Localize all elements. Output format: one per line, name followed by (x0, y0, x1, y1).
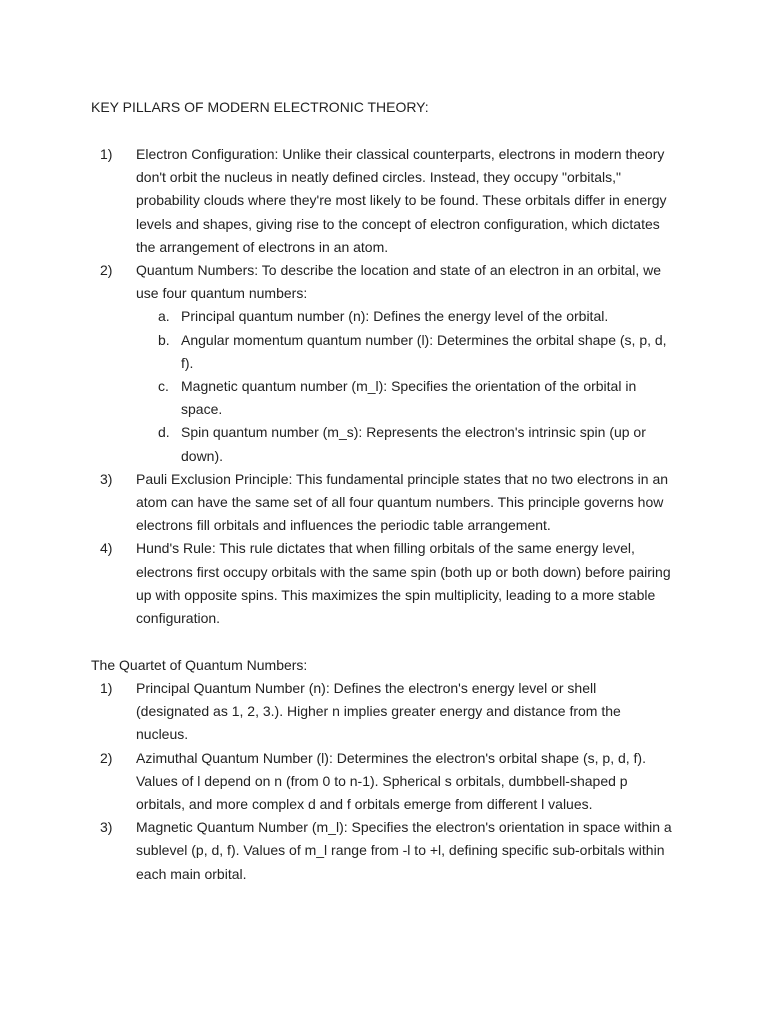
sublist-item-letter: c. (158, 378, 169, 395)
list-item (0, 143, 768, 259)
list-item-text: Hund's Rule: This rule dictates that when filling orbitals of the same energy level, electrons first occupy orbitals with the same spin (both up or both down) before pairing up with opposite spins. This maximizes the spin multiplicity, leading to a more stable configuration. (136, 540, 671, 627)
quantum-numbers-list (0, 677, 768, 886)
sublist-item-text: Magnetic quantum number (m_l): Specifies the orientation of the orbital in space. (181, 378, 637, 418)
list-item (0, 747, 768, 817)
sublist-item-text: Angular momentum quantum number (l): Determines the orbital shape (s, p, d, f). (181, 331, 667, 371)
list-item-text: Pauli Exclusion Principle: This fundamental principle states that no two electrons in an atom can have the same set of all four quantum numbers. This principle governs how electrons fill orbitals and influences the periodic table arrangement. (136, 470, 669, 534)
sublist-item (136, 305, 672, 328)
document-heading: KEY PILLARS OF MODERN ELECTRONIC THEORY: (91, 99, 429, 115)
list-item (0, 468, 768, 538)
list-item-text: Azimuthal Quantum Number (l): Determines the electron's orbital shape (s, p, d, f). Values of l depend on n (from 0 to n-1). Spherical s orbitals, dumbbell-shaped p orbitals, and more complex d and f orbitals emerge from different l values. (136, 749, 646, 813)
section-subheading: The Quartet of Quantum Numbers: (91, 657, 308, 673)
list-item (0, 677, 768, 747)
sublist-item-letter: b. (158, 331, 170, 348)
pillars-list (0, 143, 768, 630)
sublist-item-letter: d. (158, 424, 170, 441)
list-item-number: 2) (100, 262, 113, 279)
list-item (0, 816, 768, 886)
list-item-number: 1) (100, 146, 113, 162)
sublist-item (136, 329, 672, 375)
list-item-text: Principal Quantum Number (n): Defines the electron's energy level or shell (designated as 1, 2, 3.). Higher n implies greater energy and distance from the nucleus. (136, 680, 621, 743)
sublist-item-text: Spin quantum number (m_s): Represents the electron's intrinsic spin (up or down). (181, 424, 646, 464)
list-item-number: 3) (100, 470, 113, 487)
list-item (0, 537, 768, 630)
quantum-numbers-sublist (136, 305, 672, 467)
list-item-text: Quantum Numbers: To describe the location and state of an electron in an orbital, we use four quantum numbers: (136, 262, 662, 302)
list-item-number: 2) (100, 749, 113, 766)
list-item-text: Electron Configuration: Unlike their classical counterparts, electrons in modern theory don't orbit the nucleus in neatly defined circles. Instead, they occupy "orbitals," probability clouds where they're most likely to be found. These orbitals differ in energy levels and shapes, giving rise to the concept of electron configuration, which dictates the arrangement of electrons in an atom. (136, 146, 667, 255)
list-item-number: 4) (100, 540, 113, 557)
sublist-item (136, 421, 672, 467)
list-item (0, 259, 768, 468)
list-item-number: 3) (100, 819, 113, 836)
sublist-item-text: Principal quantum number (n): Defines the energy level of the orbital. (181, 308, 609, 325)
sublist-item (136, 375, 672, 421)
sublist-item-letter: a. (158, 308, 170, 325)
list-item-number: 1) (100, 680, 113, 696)
list-item-text: Magnetic Quantum Number (m_l): Specifies the electron's orientation in space within a sublevel (p, d, f). Values of m_l range from -l to +l, defining specific sub-orbitals within each main orbital. (136, 819, 672, 882)
